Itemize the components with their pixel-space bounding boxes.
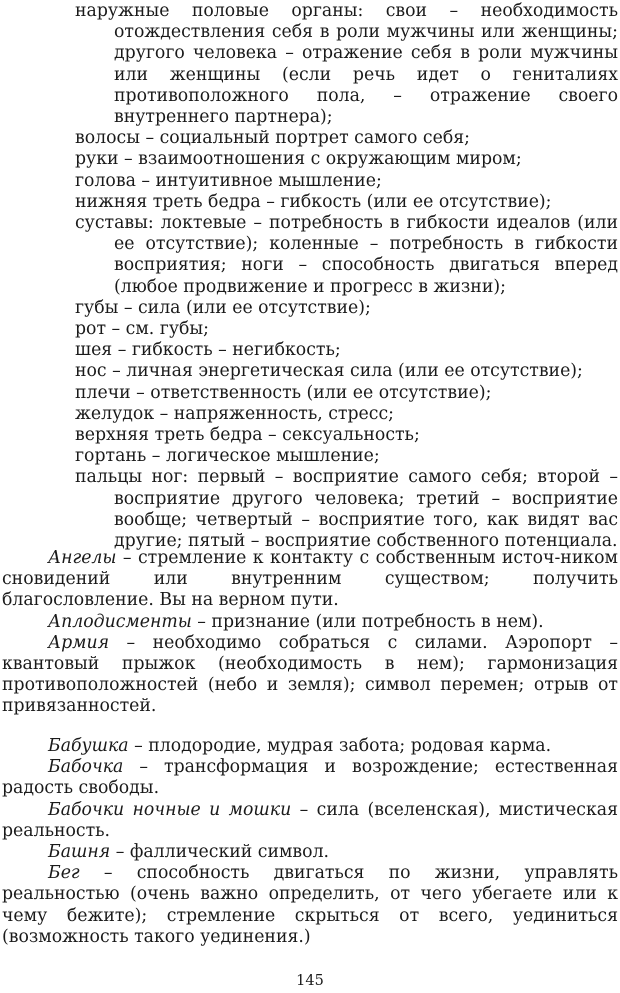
entry-text: – стремление к контакту с собственным источ-ником сновидений или внутренним существом; получить благословление. Вы на верном пути. <box>2 548 618 611</box>
list-item: наружные половые органы: свои – необходимость отождествления себя в роли мужчины или женщины; другого человека – отражение себя в роли мужчины или женщины (если речь идет о гениталиях противоположного пола, – отражение своего внутреннего партнера); <box>75 1 618 128</box>
entry-text: – способность двигаться по жизни, управлять реальностью (очень важно определить, от чего убегаете или к чему бежите); стремление скрыться от всего, уединиться (возможность такого уединения.) <box>2 863 618 947</box>
entry-term: Ангелы <box>48 548 117 568</box>
dictionary-entries-a <box>2 548 618 718</box>
list-item: рот – см. губы; <box>75 319 209 340</box>
entry-text: – сила (вселенская), мистическая реальность. <box>2 799 618 841</box>
entry-applause <box>2 612 618 633</box>
list-item: руки – взаимоотношения с окружающим миром; <box>75 149 522 170</box>
entry-term: Аплодисменты <box>48 611 192 632</box>
list-item: нос – личная энергетическая сила (или ее отсутствие); <box>75 361 583 382</box>
entry-butterfly <box>2 757 618 799</box>
entry-angels <box>2 548 618 612</box>
entry-grandmother <box>2 736 618 757</box>
entry-term: Бабочка <box>48 757 124 778</box>
list-item: желудок – напряженность, стресс; <box>75 403 394 424</box>
entry-text: – фаллический символ. <box>110 842 330 863</box>
entry-text: – плодородие, мудрая забота; родовая карма. <box>128 736 552 756</box>
page-number: 145 <box>296 973 324 989</box>
list-item: суставы: локтевые – потребность в гибкости идеалов (или ее отсутствие); коленные – потребность в гибкости восприятия; ноги – способность двигаться вперед (любое продвижение и прогресс в жизни); <box>75 213 618 297</box>
entry-term: Армия <box>48 632 110 653</box>
entry-term: Башня <box>48 842 111 863</box>
entry-term: Бабушка <box>48 736 129 756</box>
entry-army <box>2 633 618 718</box>
entry-term: Бабочки ночные и мошки <box>48 799 292 820</box>
list-item: нижняя треть бедра – гибкость (или ее отсутствие); <box>75 191 552 212</box>
list-item: верхняя треть бедра – сексуальность; <box>75 425 420 446</box>
list-item: шея – гибкость – негибкость; <box>75 340 341 361</box>
entry-term: Бег <box>48 863 80 884</box>
list-item: гортань – логическое мышление; <box>75 446 380 467</box>
dictionary-entries-b <box>2 736 618 948</box>
body-parts-list <box>75 1 618 552</box>
entry-text: – необходимо собраться с силами. Аэропорт – квантовый прыжок (необходимость в нем); гармонизация противоположностей (небо и земля); символ перемен; отрыв от привязанностей. <box>2 632 618 717</box>
entry-tower <box>2 842 618 863</box>
entry-running <box>2 863 618 948</box>
list-item: плечи – ответственность (или ее отсутствие); <box>75 382 492 403</box>
list-item: пальцы ног: первый – восприятие самого себя; второй – восприятие другого человека; третий – восприятие вообще; четвертый – восприятие того, как видят вас другие; пятый – восприятие собственного потенциала. <box>75 467 618 552</box>
entry-moths <box>2 800 618 842</box>
entry-text: – признание (или потребность в нем). <box>191 611 544 632</box>
list-item: волосы – социальный портрет самого себя; <box>75 128 470 149</box>
entry-text: – трансформация и возрождение; естественная радость свободы. <box>2 757 618 799</box>
list-item: голова – интуитивное мышление; <box>75 170 382 191</box>
list-item: губы – сила (или ее отсутствие); <box>75 297 371 318</box>
